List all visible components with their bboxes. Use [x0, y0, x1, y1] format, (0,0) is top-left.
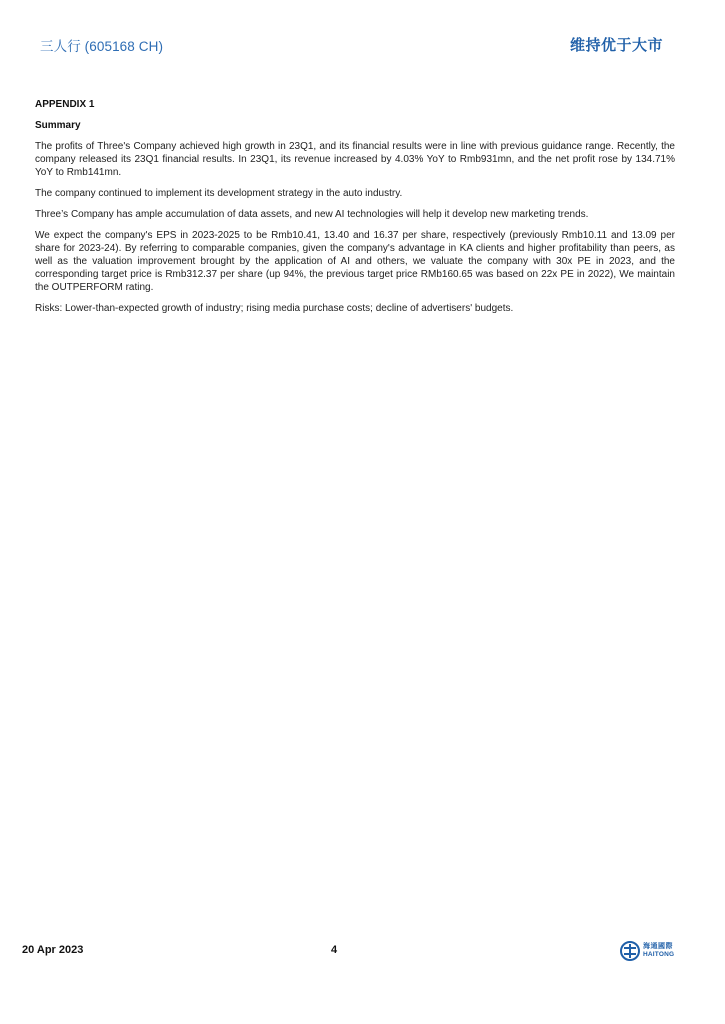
summary-paragraph: Three’s Company has ample accumulation of data assets, and new AI technologies will help it develop new marketing trends.: [35, 209, 589, 220]
summary-paragraph: The profits of Three's Company achieved high growth in 23Q1, and its financial results were in line with previous guidance range. Recently, the company released its 23Q1 financial results. In 23Q1, its revenue increased by 4.03% YoY to Rmb931mn, and the net profit rose by 134.71% YoY to Rmb141mn.: [35, 141, 675, 178]
logo-chinese-text: 海通國際: [643, 943, 673, 950]
rating-label: 维持优于大市: [569, 37, 663, 54]
haitong-logo: [620, 940, 676, 962]
haitong-logo-icon: [620, 941, 640, 961]
appendix-title: APPENDIX 1: [35, 99, 95, 110]
appendix-content: [35, 99, 675, 323]
summary-paragraph: We expect the company's EPS in 2023-2025 to be Rmb10.41, 13.40 and 16.37 per share, respectively (previously Rmb10.11 and 13.09 per share for 2023-24). By referring to comparable companies, given the company's advantage in KA clients and higher profitability than peers, as well as the valuation improvement brought by the application of AI and others, we valuate the company with 30x PE in 2023, and the corresponding target price is Rmb312.37 per share (up 94%, the previous target price RMb160.65 was based on 22x PE in 2022), We maintain the OUTPERFORM rating.: [35, 230, 675, 293]
logo-text: [643, 943, 674, 959]
page-number: 4: [331, 944, 338, 956]
logo-english-text: HAITONG: [643, 951, 675, 958]
risks-paragraph: Risks: Lower-than-expected growth of industry; rising media purchase costs; decline of advertisers' budgets.: [35, 303, 514, 314]
report-ticker-title: 三人行 (605168 CH): [40, 39, 164, 54]
summary-heading: Summary: [35, 120, 81, 131]
report-date: 20 Apr 2023: [22, 944, 84, 956]
summary-paragraph: The company continued to implement its development strategy in the auto industry.: [35, 188, 403, 199]
